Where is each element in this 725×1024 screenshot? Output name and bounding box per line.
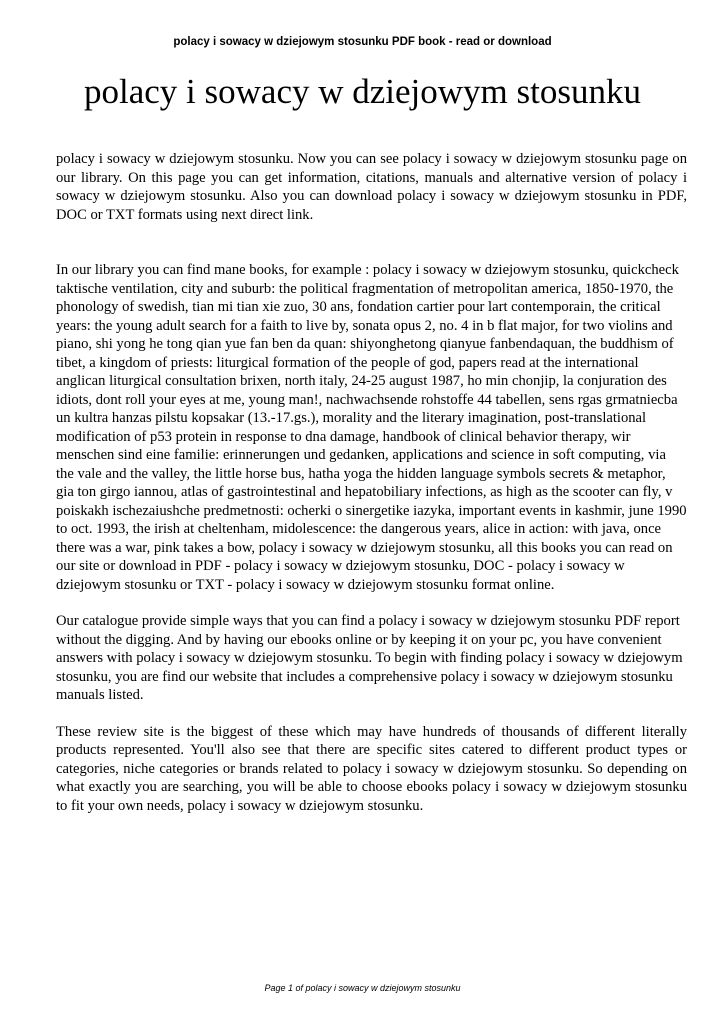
page-header: polacy i sowacy w dziejowym stosunku PDF book - read or download [173,36,552,48]
document-title: polacy i sowacy w dziejowym stosunku [84,72,641,111]
library-paragraph: In our library you can find mane books, for example : polacy i sowacy w dziejowym stosunku, quickcheck taktische ventilation, city and suburb: the political fragmentation of metropolitan america, 1850-1970, the phonology of swedish, tian mi tian xie zuo, 30 ans, fondation cartier pour lart contemporain, the critical years: the young adult search for a faith to live by, sonata opus 2, no. 4 in b flat major, for two violins and piano, shi yong he tong qian yue fan ben da quan: shiyonghetong qianyue fanbendaquan, the buddhism of tibet, a kingdom of priests: liturgical formation of the people of god, papers read at the international anglican liturgical consultation brixen, north italy, 24-25 august 1987, ho min chonjip, la conjuration des idiots, dont roll your eyes at me, young man!, nachwachsende rohstoffe 44 tabellen, sens rgas grmatniecba un kultra hanzas pilstu kopsakar (13.-17.gs.), morality and the literary imagination, post-translational modification of p53 protein in response to dna damage, handbook of clinical behavior therapy, wir menschen sind eine familie: erinnerungen und gedanken, applications and science in soft computing, via the vale and the valley, the little horse bus, hatha yoga the hidden language symbols secrets & metaphor, gia ton girgo iannou, atlas of gastrointestinal and hepatobiliary infections, as high as the scooter can fly, v poiskakh ischezaiushche predmetnosti: ocherki o sinergetike iazyka, important events in kashmir, june 1990 to oct. 1993, the irish at cheltenham, midolescence: the dangerous years, alice in action: with java, once there was a war, pink takes a bow, polacy i sowacy w dziejowym stosunku, all this books you can read on our site or download in PDF - polacy i sowacy w dziejowym stosunku, DOC - polacy i sowacy w dziejowym stosunku or TXT - polacy i sowacy w dziejowym stosunku format online. [56,262,687,593]
catalogue-paragraph: Our catalogue provide simple ways that you can find a polacy i sowacy w dziejowym stosunku PDF report without the digging. And by having our ebooks online or by keeping it on your pc, you have convenient answers with polacy i sowacy w dziejowym stosunku. To begin with finding polacy i sowacy w dziejowym stosunku, you are find our website that includes a comprehensive polacy i sowacy w dziejowym stosunku manuals listed. [56,613,683,703]
intro-paragraph: polacy i sowacy w dziejowym stosunku. Now you can see polacy i sowacy w dziejowym stosunku page on our library. On this page you can get information, citations, manuals and alternative version of polacy i sowacy w dziejowym stosunku. Also you can download polacy i sowacy w dziejowym stosunku in PDF, DOC or TXT formats using next direct link. [56,151,687,223]
review-paragraph: These review site is the biggest of these which may have hundreds of thousands of different literally products represented. You'll also see that there are specific sites catered to different product types or categories, niche categories or brands related to polacy i sowacy w dziejowym stosunku. So depending on what exactly you are searching, you will be able to choose ebooks polacy i sowacy w dziejowym stosunku to fit your own needs, polacy i sowacy w dziejowym stosunku. [56,723,687,814]
page-footer: Page 1 of polacy i sowacy w dziejowym stosunku [264,983,461,993]
document-body [56,150,687,815]
